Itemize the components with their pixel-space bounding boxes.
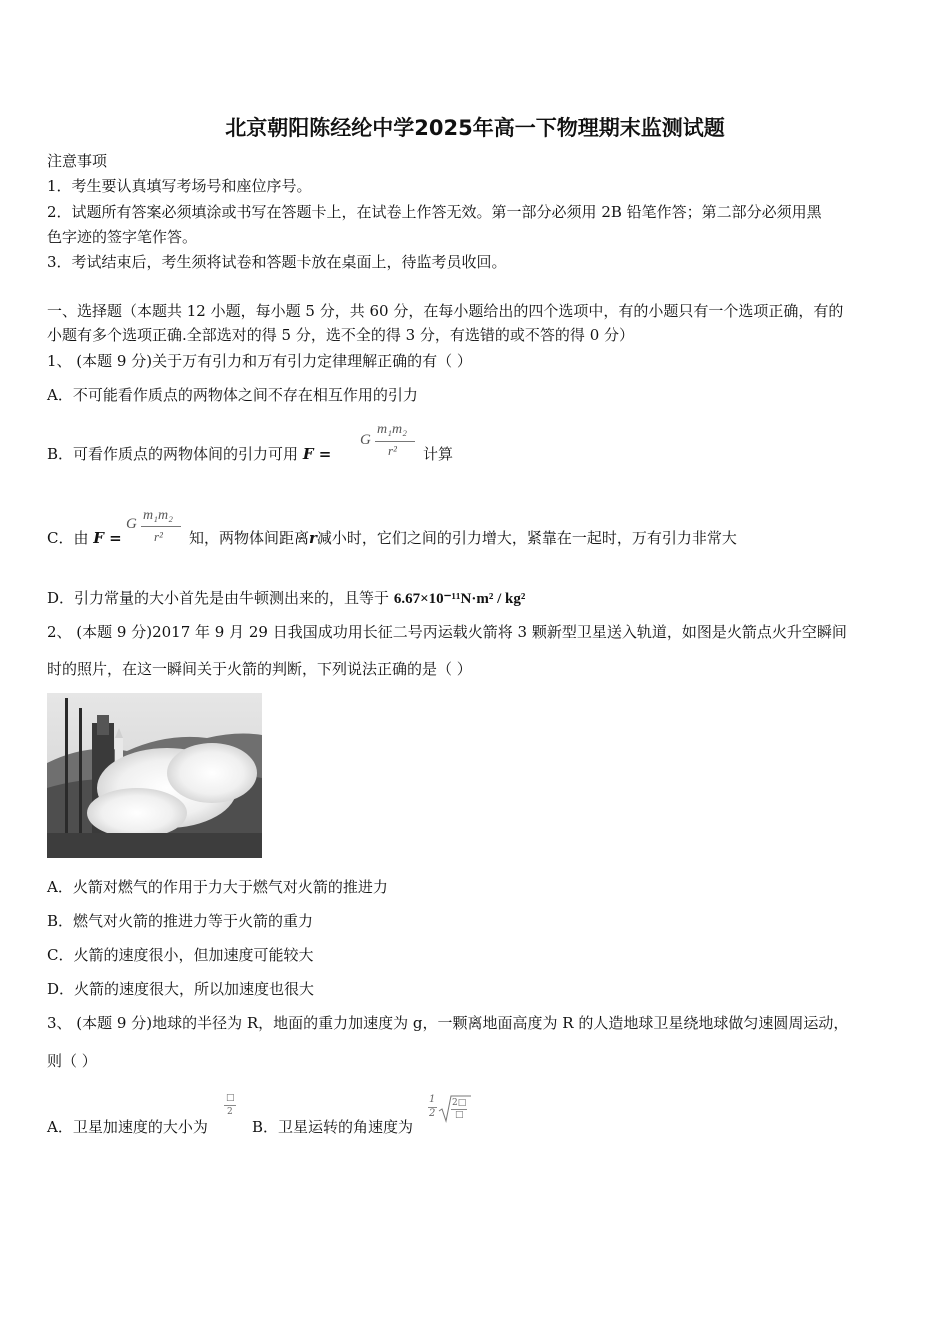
rocket-launch-photo	[47, 693, 262, 858]
question-1-option-d	[47, 588, 525, 609]
section-header-line2: 小题有多个选项正确.全部选对的得 5 分，选不全的得 3 分，有选错的或不答的得 0 分）	[47, 326, 635, 344]
formula-denominator: 2	[227, 1107, 233, 1117]
option-b-suffix: 计算	[423, 445, 454, 463]
distance-symbol: r	[309, 529, 317, 547]
formula-g: G	[126, 516, 137, 532]
fraction-bar	[224, 1105, 236, 1106]
formula-coefficient-num: 1	[429, 1094, 436, 1105]
question-1-stem: 1、 (本题 9 分)关于万有引力和万有引力定律理解正确的有（ ）	[47, 352, 472, 370]
question-1-option-c	[47, 528, 122, 548]
notice-item-2: 2．试题所有答案必须填涂或书写在答题卡上，在试卷上作答无效。第一部分必须用 2B 铅笔作答；第二部分必须用黑	[47, 203, 822, 221]
formula-numerator: □	[226, 1093, 235, 1103]
gravitational-constant: 6.67×10⁻¹¹N·m² / kg²	[393, 591, 526, 607]
equals-sign: =	[313, 445, 332, 463]
option-b-text: B．可看作质点的两物体间的引力可用	[47, 445, 299, 463]
sqrt-denominator: □	[455, 1110, 464, 1120]
section-header-line1: 一、选择题（本题共 12 小题，每小题 5 分，共 60 分，在每小题给出的四个选项中，有的小题只有一个选项正确，有的	[47, 302, 844, 320]
question-2-stem-line2: 时的照片，在这一瞬间关于火箭的判断，下列说法正确的是（ ）	[47, 660, 472, 678]
question-2-option-d: D．火箭的速度很大，所以加速度也很大	[47, 980, 315, 998]
question-2-option-c: C．火箭的速度很小，但加速度可能较大	[47, 946, 314, 964]
option-c-text: C．由	[47, 529, 89, 547]
notice-item-3: 3．考试结束后，考生须将试卷和答题卡放在桌面上，待监考员收回。	[47, 253, 507, 271]
fraction-bar	[375, 441, 415, 442]
option-c-rest	[189, 528, 737, 548]
angular-velocity-formula	[428, 1093, 472, 1127]
question-3-stem-line1: 3、 (本题 9 分)地球的半径为 R，地面的重力加速度为 g，一颗离地面高度为 R 的人造地球卫星绕地球做匀速圆周运动，	[47, 1014, 849, 1032]
force-symbol: F	[302, 445, 314, 463]
formula-g: G	[360, 432, 371, 448]
option-c-mid: 知，两物体间距离	[189, 529, 310, 547]
notice-item-1: 1．考生要认真填写考场号和座位序号。	[47, 177, 312, 195]
gravity-formula-c	[126, 508, 186, 552]
question-2-option-a: A．火箭对燃气的作用于力大于燃气对火箭的推进力	[47, 878, 388, 896]
page-title: 北京朝阳陈经纶中学2025年高一下物理期末监测试题	[225, 116, 725, 140]
formula-coefficient-den: 2	[429, 1108, 436, 1119]
force-symbol: F	[93, 529, 104, 547]
question-1-option-b	[47, 444, 331, 464]
formula-denominator: r²	[154, 529, 163, 544]
sqrt-numerator: 2□	[452, 1098, 467, 1108]
question-2-option-b: B．燃气对火箭的推进力等于火箭的重力	[47, 912, 314, 930]
question-1-option-a: A．不可能看作质点的两物体之间不存在相互作用的引力	[47, 386, 418, 404]
option-d-text: D．引力常量的大小首先是由牛顿测出来的，且等于	[47, 589, 390, 607]
question-3-option-b: B．卫星运转的角速度为	[252, 1118, 414, 1136]
gravity-formula-b	[360, 422, 420, 466]
acceleration-formula	[224, 1093, 238, 1127]
formula-numerator: m₁m₂	[143, 508, 173, 523]
fraction-bar	[141, 526, 181, 527]
question-3-stem-line2: 则（ ）	[47, 1052, 97, 1070]
formula-denominator: r²	[388, 443, 397, 458]
question-3-option-a: A．卫星加速度的大小为	[47, 1118, 208, 1136]
question-2-stem-line1: 2、 (本题 9 分)2017 年 9 月 29 日我国成功用长征二号丙运载火箭将 3 颗新型卫星送入轨道，如图是火箭点火升空瞬间	[47, 623, 847, 641]
equals-sign: =	[103, 529, 122, 547]
option-c-post: 减小时，它们之间的引力增大，紧靠在一起时，万有引力非常大	[316, 529, 737, 547]
notice-heading: 注意事项	[47, 152, 108, 170]
notice-item-2-cont: 色字迹的签字笔作答。	[47, 228, 198, 246]
formula-numerator: m₁m₂	[377, 422, 407, 437]
rocket-launch-image	[47, 693, 262, 858]
